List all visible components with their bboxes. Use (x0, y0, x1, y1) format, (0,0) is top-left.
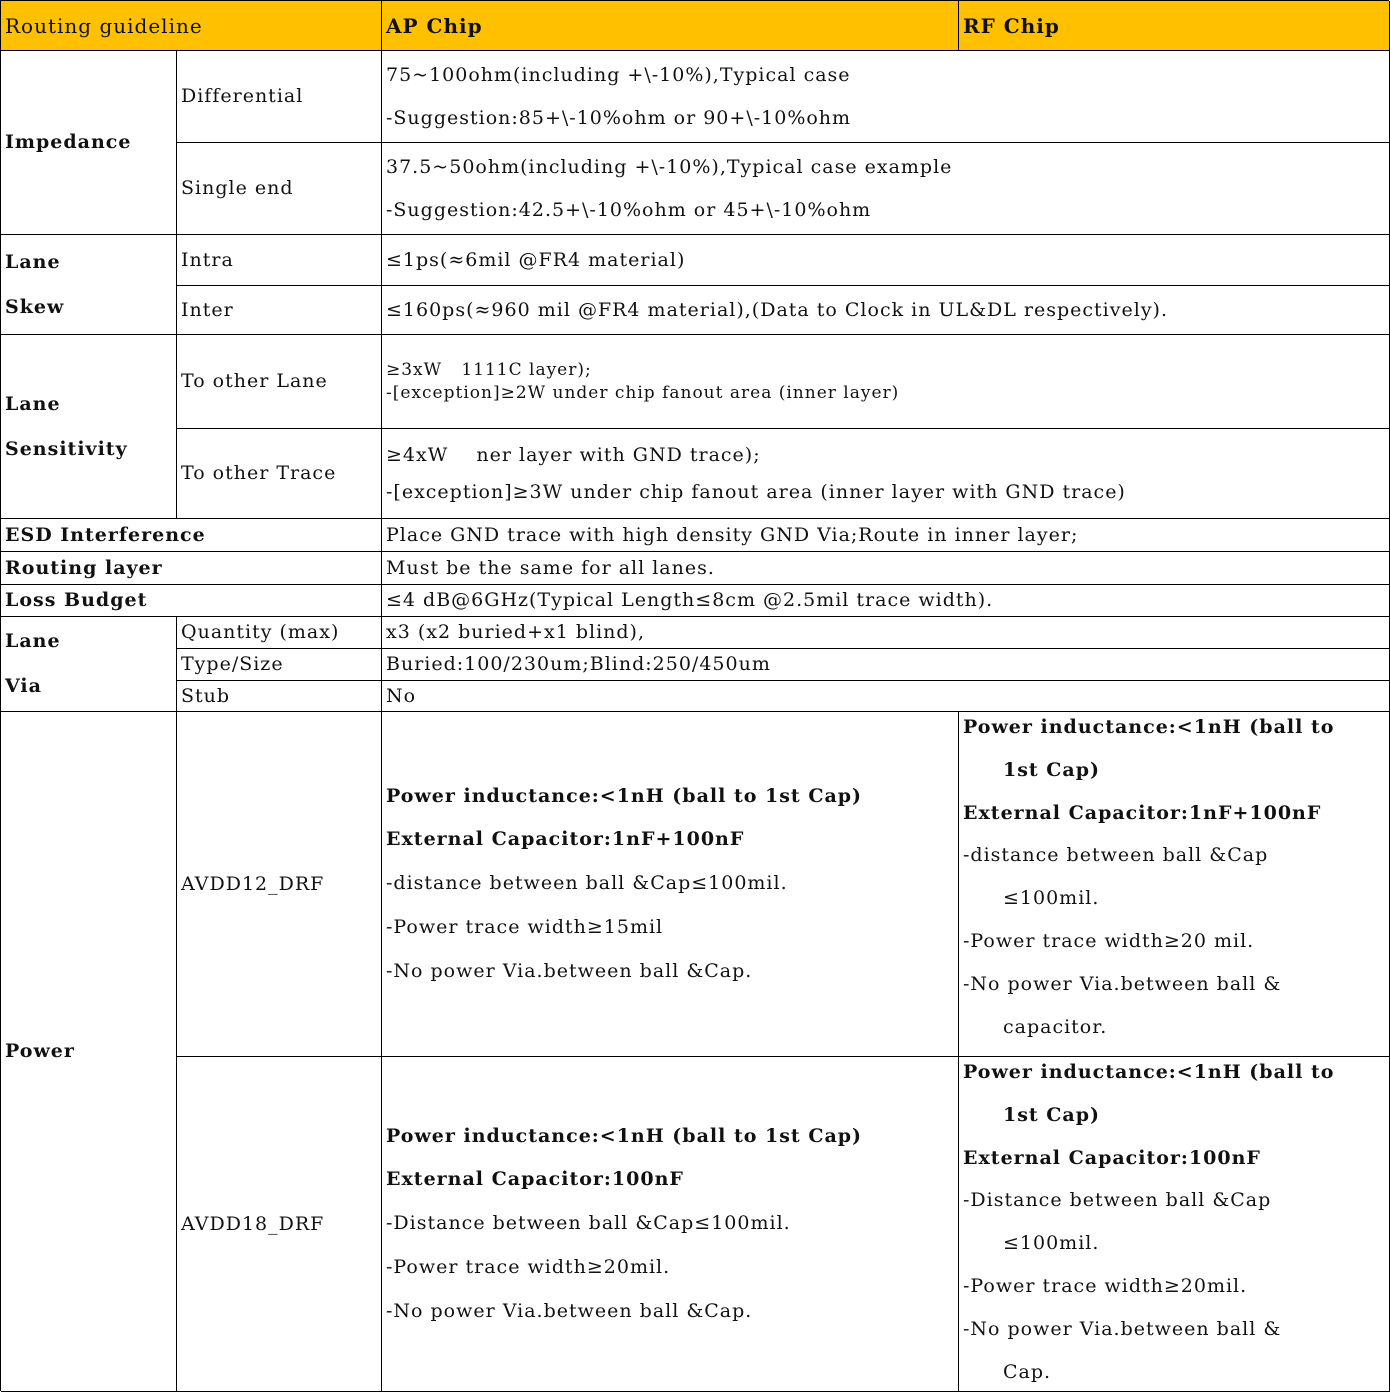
text-line: 75~100ohm(including +\-10%),Typical case (386, 63, 851, 86)
text-line: -Power trace width≥20mil. (386, 1255, 671, 1278)
text-line: ≤100mil. (1003, 887, 1100, 910)
row-label-lane-via (1, 617, 177, 712)
text-line: -distance between ball &Cap≤100mil. (386, 872, 788, 895)
text-line: -Suggestion:85+\-10%ohm or 90+\-10%ohm (386, 106, 852, 129)
text-line: Power inductance:<1nH (ball to 1st Cap) (386, 784, 863, 807)
sub-label-avdd18: AVDD18_DRF (177, 1057, 382, 1392)
text-line: capacitor. (1003, 1015, 1108, 1038)
row-label-impedance: Impedance (1, 51, 177, 235)
row-label-esd-interference: ESD Interference (1, 519, 382, 552)
text-line: -[exception]≥2W under chip fanout area (inner layer) (386, 382, 900, 403)
sub-label-intra: Intra (177, 235, 382, 286)
esd-value: Place GND trace with high density GND Via;Route in inner layer; (382, 519, 1390, 552)
text-line: Cap. (1003, 1360, 1052, 1383)
text-line: -Suggestion:42.5+\-10%ohm or 45+\-10%ohm (386, 198, 872, 221)
sub-label-type-size: Type/Size (177, 649, 382, 681)
text-line: Power inductance:<1nH (ball to 1st Cap) (386, 1124, 863, 1147)
text-line: -Distance between ball &Cap (963, 1189, 1272, 1212)
sub-label-single-end: Single end (177, 143, 382, 235)
lane-sensitivity-trace-value (382, 429, 1390, 519)
text-line: -Distance between ball &Cap≤100mil. (386, 1212, 791, 1235)
sub-label-stub: Stub (177, 681, 382, 712)
row-label-lane-sensitivity (1, 335, 177, 519)
text-line: External Capacitor:100nF (386, 1168, 684, 1191)
routing-layer-value: Must be the same for all lanes. (382, 552, 1390, 585)
sub-label-inter: Inter (177, 286, 382, 335)
text-line: 1st Cap) (1003, 1103, 1101, 1126)
label-line: Skew (5, 295, 65, 318)
text-line: 1st Cap) (1003, 758, 1101, 781)
header-rf-chip: RF Chip (959, 1, 1390, 51)
text-line: External Capacitor:1nF+100nF (963, 801, 1322, 824)
text-line: -[exception]≥3W under chip fanout area (inner layer with GND trace) (386, 480, 1126, 503)
text-line: Power inductance:<1nH (ball to (963, 1061, 1335, 1083)
lane-skew-inter-value: ≤160ps(≈960 mil @FR4 material),(Data to Clock in UL&DL respectively). (382, 286, 1390, 335)
text-line: External Capacitor:100nF (963, 1146, 1261, 1169)
label-line: Sensitivity (5, 437, 128, 460)
text-line: -No power Via.between ball &Cap. (386, 959, 753, 982)
avdd18-rf-value (959, 1057, 1390, 1392)
lane-sensitivity-lane-value (382, 335, 1390, 429)
row-label-power: Power (1, 712, 177, 1392)
header-ap-chip: AP Chip (382, 1, 959, 51)
impedance-differential-value (382, 51, 1390, 143)
label-line: Lane (5, 392, 61, 415)
via-quantity-value: x3 (x2 buried+x1 blind), (382, 617, 1390, 649)
sub-label-to-other-trace: To other Trace (177, 429, 382, 519)
text-line: 37.5~50ohm(including +\-10%),Typical case example (386, 155, 953, 178)
label-line: Via (5, 675, 42, 697)
row-label-loss-budget: Loss Budget (1, 585, 382, 617)
sub-label-quantity: Quantity (max) (177, 617, 382, 649)
text-line: Power inductance:<1nH (ball to (963, 716, 1335, 738)
loss-budget-value: ≤4 dB@6GHz(Typical Length≤8cm @2.5mil trace width). (382, 585, 1390, 617)
avdd12-ap-value (382, 712, 959, 1057)
text-line: -Power trace width≥15mil (386, 915, 664, 938)
text-line: -No power Via.between ball & (963, 1317, 1282, 1340)
avdd12-rf-value (959, 712, 1390, 1057)
via-type-size-value: Buried:100/230um;Blind:250/450um (382, 649, 1390, 681)
avdd18-ap-value (382, 1057, 959, 1392)
label-line: Lane (5, 250, 61, 273)
row-label-routing-layer: Routing layer (1, 552, 382, 585)
text-line: External Capacitor:1nF+100nF (386, 828, 745, 851)
text-line: -distance between ball &Cap (963, 844, 1269, 867)
text-line: ≥3xW 1111C layer); (386, 360, 592, 381)
text-line: -No power Via.between ball &Cap. (386, 1299, 753, 1322)
label-line: Lane (5, 630, 61, 653)
sub-label-to-other-lane: To other Lane (177, 335, 382, 429)
text-line: ≤100mil. (1003, 1232, 1100, 1255)
sub-label-differential: Differential (177, 51, 382, 143)
header-routing-guideline: Routing guideline (1, 1, 382, 51)
row-label-lane-skew (1, 235, 177, 335)
text-line: -Power trace width≥20mil. (963, 1274, 1248, 1297)
sub-label-avdd12: AVDD12_DRF (177, 712, 382, 1057)
text-line: -Power trace width≥20 mil. (963, 929, 1255, 952)
lane-skew-intra-value: ≤1ps(≈6mil @FR4 material) (382, 235, 1390, 286)
text-line: ≥4xW ner layer with GND trace); (386, 443, 761, 466)
via-stub-value: No (382, 681, 1390, 712)
text-line: -No power Via.between ball & (963, 972, 1282, 995)
impedance-single-end-value (382, 143, 1390, 235)
